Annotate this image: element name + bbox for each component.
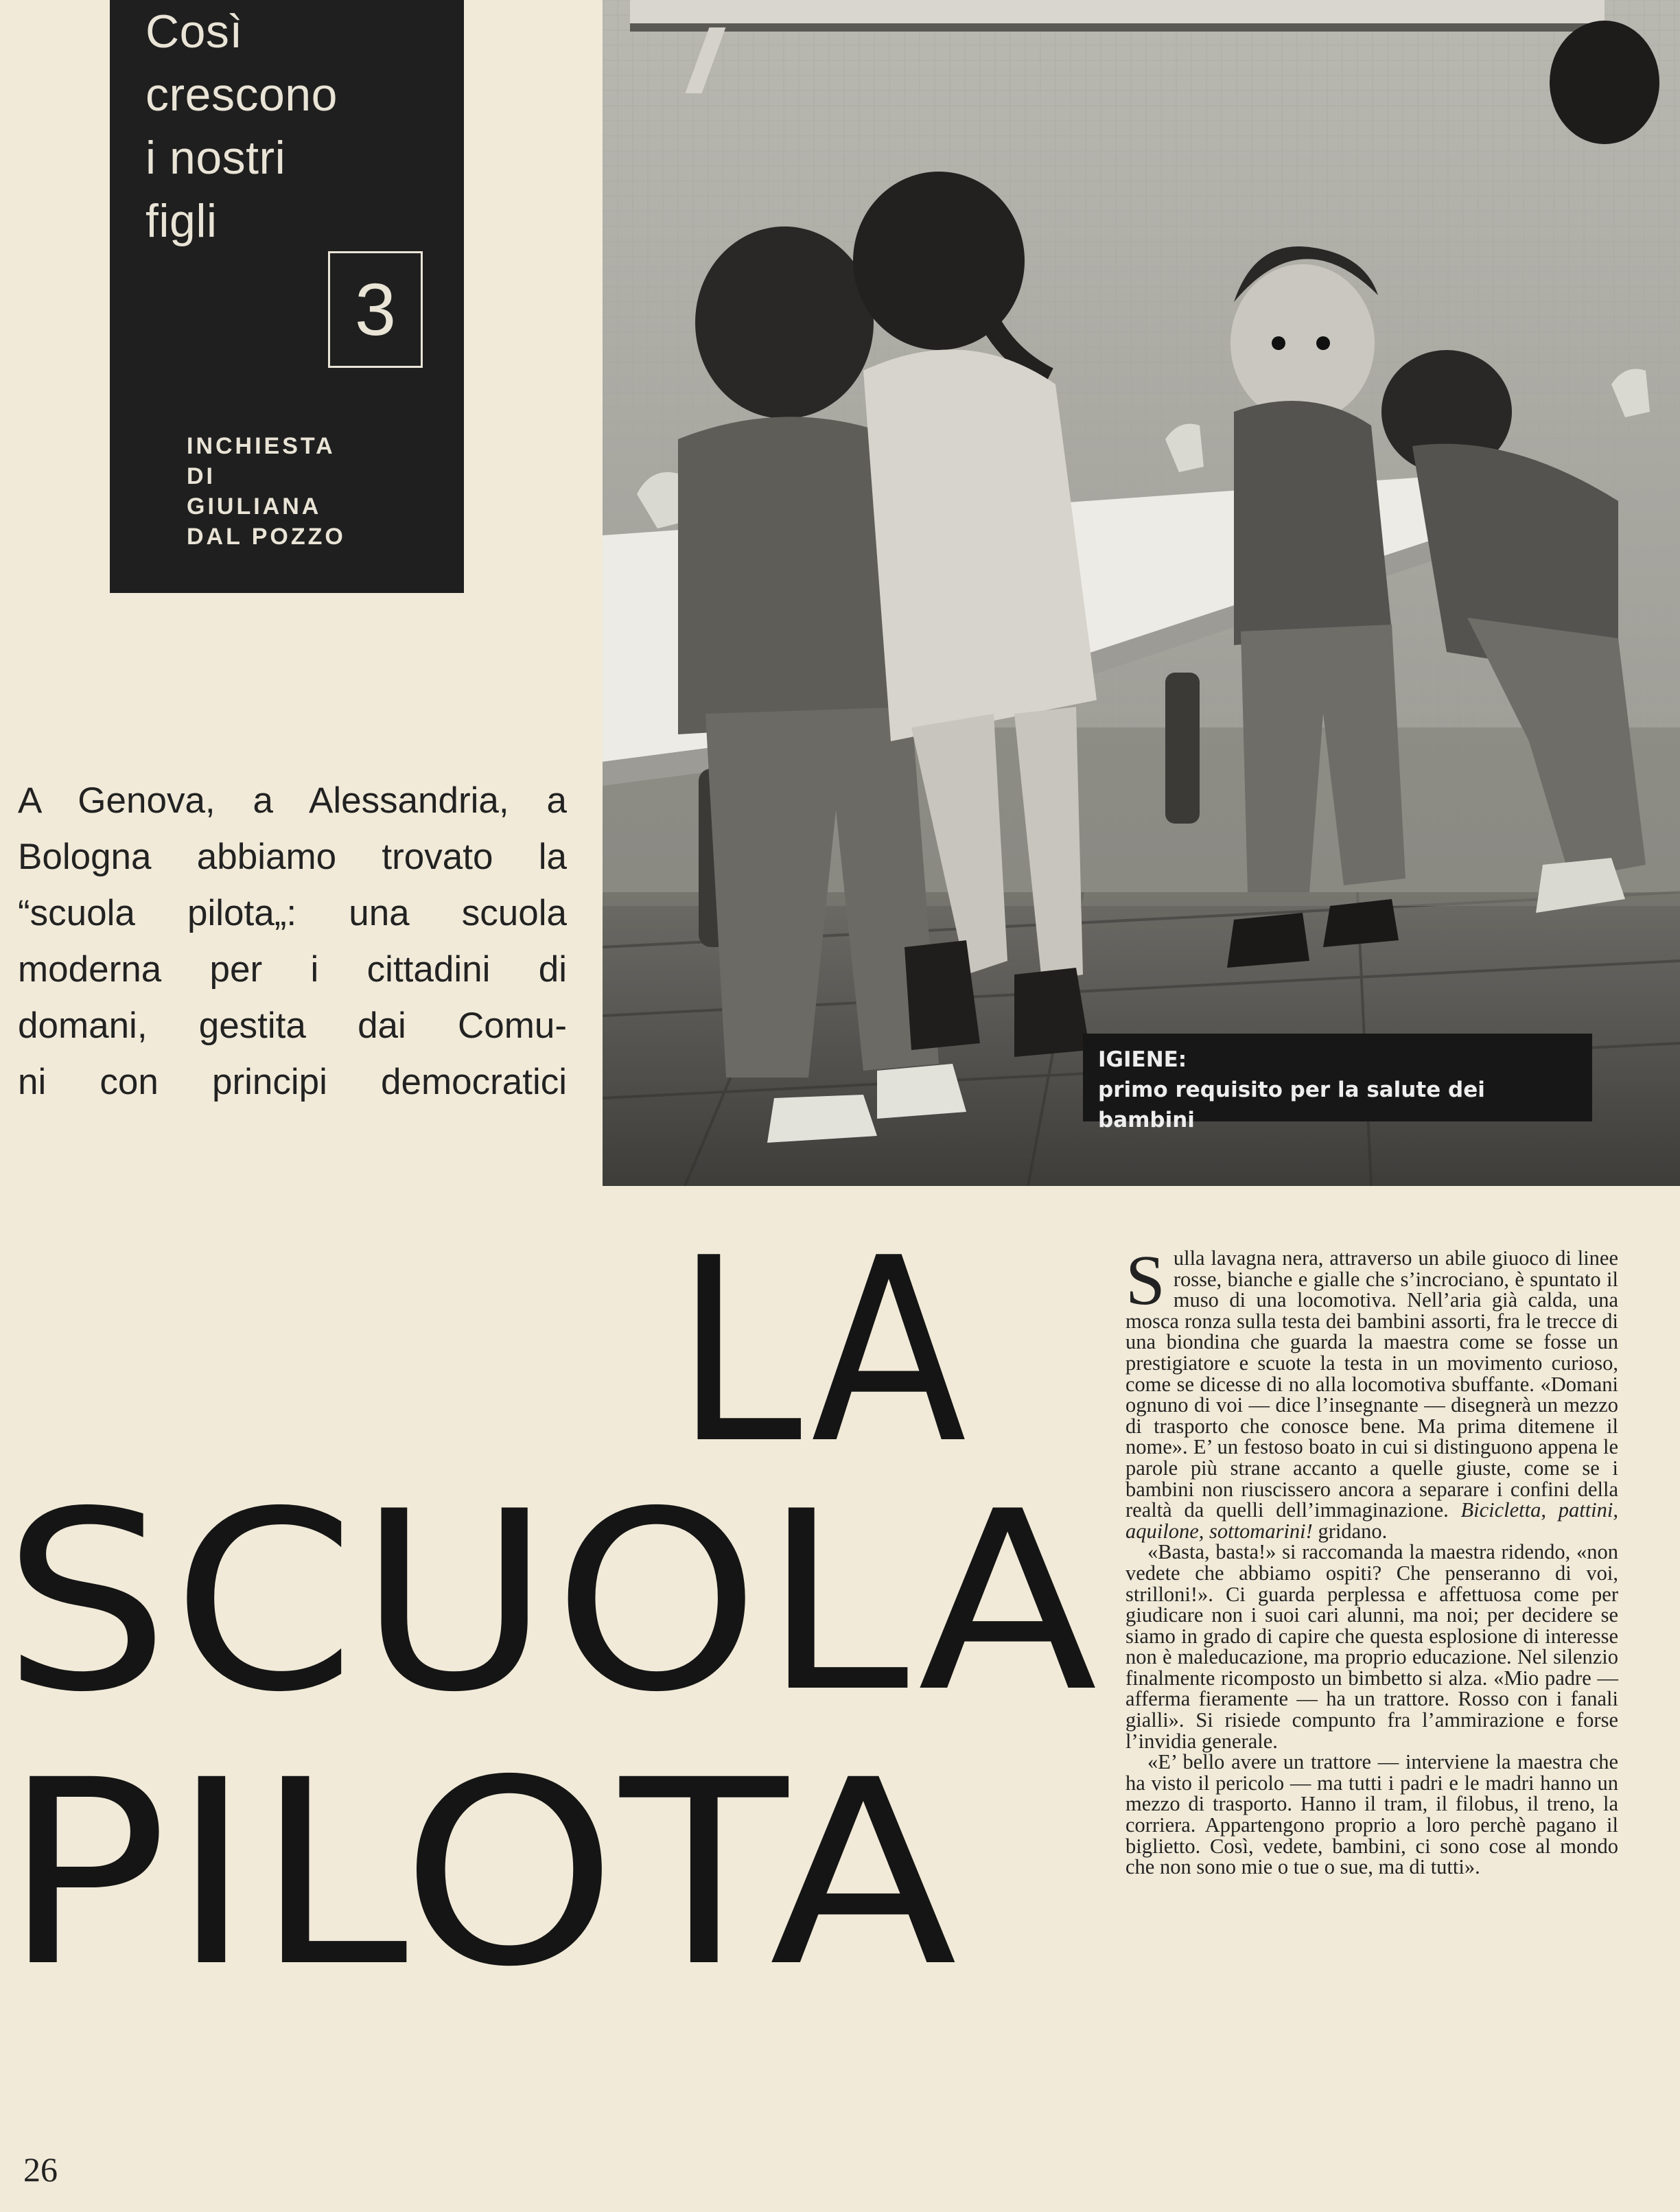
paragraph-text: ulla lavagna nera, attraverso un abile giuoco di linee rosse, bianche e gialle che s’incrociano, è spuntato il muso di una locomotiva. Nell’aria già calda, una mosca ronza sulla testa dei bambini assorti, fra le trecce di una biondina che guarda la maestra come se fosse un prestigiatore e scuote la testa in un movimento curioso, come se dicesse di no alla locomotiva sbuffante. «Domani ognuno di voi — dice l’insegnante — disegnerà un mezzo di trasporto che conosce bene. Ma prima ditemene il nome». E’ un festoso boato in cui si distinguono appena le parole più strane accanto a quelle giuste, come se i bambini non riuscissero ancora a separare i confini della realtà da quelli dell’immaginazione. [1125,1246,1618,1522]
standfirst-line: domani, gestita dai Comu- [18,1005,567,1046]
paragraph-text: gridano. [1318,1519,1388,1543]
photo-caption-text: primo requisito per la salute dei bambini [1098,1078,1485,1132]
photo [603,0,1680,1186]
photo-illustration [603,0,1680,1186]
series-title-line: figli [145,195,218,247]
standfirst-line: ni con principi democratici [18,1062,567,1102]
page-number: 26 [23,2150,58,2189]
standfirst-line: “scuola pilota„: una scuola [18,893,567,933]
series-box [110,0,464,593]
article-paragraph [1125,1241,1619,1543]
article-body [1125,1241,1619,1879]
headline-line-3: PILOTA [3,1725,960,2023]
episode-number: 3 [328,251,423,368]
byline-line: INCHIESTA [187,433,336,459]
series-title-line: i nostri [145,132,286,184]
standfirst-line: Bologna abbiamo trovato la [18,837,567,877]
paragraph-italic: Bicicletta, pattini, aquilone, sottomarini! [1125,1498,1619,1543]
series-title-line: Così [145,5,243,58]
drop-cap: S [1125,1241,1165,1320]
byline [187,431,346,552]
standfirst [18,773,567,1110]
byline-line: GIULIANA [187,493,322,520]
series-title-line: crescono [145,69,338,121]
photo-caption-label: IGIENE: [1098,1047,1187,1072]
byline-line: DAL POZZO [187,524,346,550]
article-paragraph: «Basta, basta!» si raccomanda la maestra ridendo, «non vedete che abbiamo ospiti? Che penseranno di voi, strilloni!». Ci guarda perplessa e affettuosa come per giudicare non i suoi cari alunni, ma noi; per decidere se siamo in grado di capire che questa esplosione di interesse non è maleducazione, ma proprio educazione. Nel silenzio finalmente ricomposto un bimbetto si alza. «Mio padre — afferma fieramente — ha un trattore. Rosso con i fanali gialli». Si risiede compunto fra l’ammirazione e forse l’invidia generale. [1125,1540,1618,1753]
standfirst-line: moderna per i cittadini di [18,949,567,990]
series-title [145,0,338,253]
standfirst-line: A Genova, a Alessandria, a [18,780,567,821]
photo-caption [1083,1034,1592,1132]
byline-line: DI [187,463,215,489]
headline-line-2: SCUOLA [3,1458,1101,1746]
article-paragraph: «E’ bello avere un trattore — interviene la maestra che ha visto il pericolo — ma tutti i padri e le madri hanno un mezzo di trasporto. Hanno il tram, il filobus, il treno, la corriera. Appartengono proprio a loro perchè pagano il biglietto. Così, vedete, bambini, ci sono cose al mondo che non sono mie o tue o sue, ma di tutti». [1125,1750,1618,1879]
headline-line-1: LA [675,1204,970,1500]
